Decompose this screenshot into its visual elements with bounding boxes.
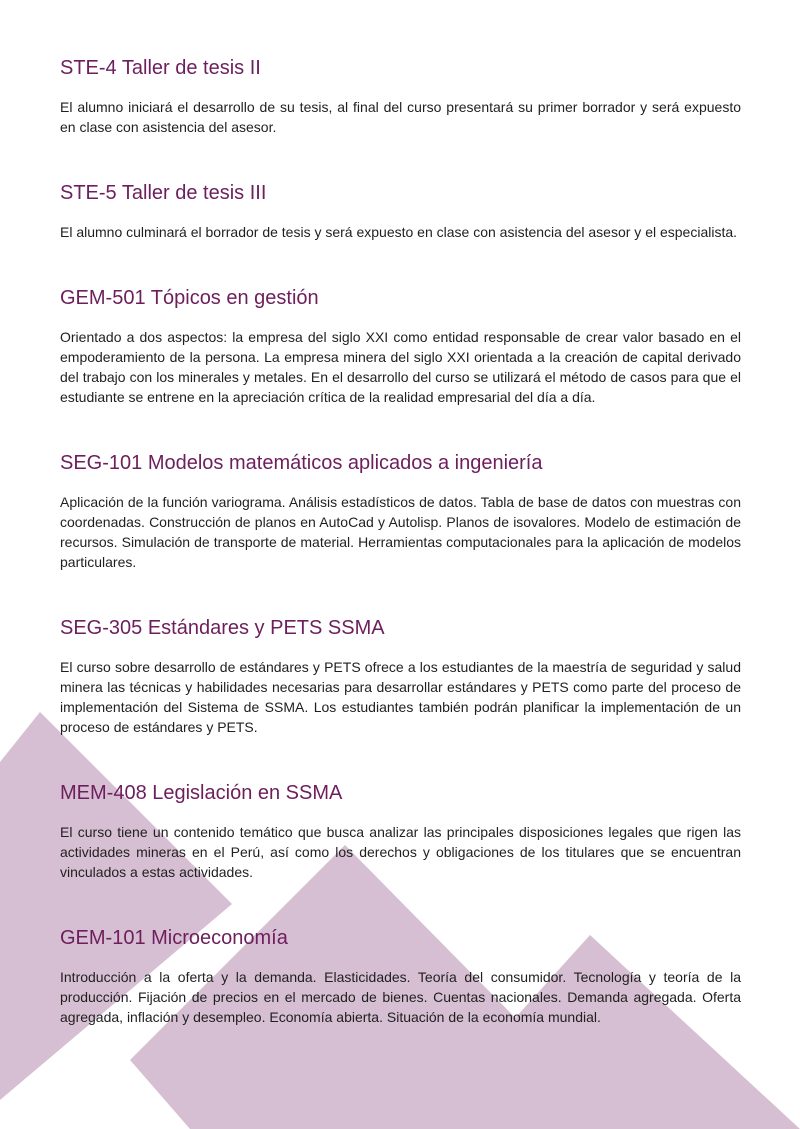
course-description: Orientado a dos aspectos: la empresa del siglo XXI como entidad responsable de crear valor basado en el empoderamiento de la persona. La empresa minera del siglo XXI orientada a la creación de capital derivado del trabajo con los minerales y metales. En el desarrollo del curso se utilizará el método de casos para que el estudiante se entrene en la apreciación crítica de la realidad empresarial del día a día. <box>60 329 741 405</box>
course-mem-408 <box>60 779 741 882</box>
course-title: GEM-501 Tópicos en gestión <box>60 287 319 309</box>
course-ste-5 <box>60 179 741 242</box>
course-description: El curso tiene un contenido temático que busca analizar las principales disposiciones legales que rigen las actividades mineras en el Perú, así como los derechos y obligaciones de los titulares que se encuentran vinculados a estas actividades. <box>60 824 741 880</box>
course-description: El alumno culminará el borrador de tesis y será expuesto en clase con asistencia del asesor y el especialista. <box>60 224 738 240</box>
course-title: MEM-408 Legislación en SSMA <box>60 782 343 804</box>
course-seg-305 <box>60 614 741 737</box>
course-gem-101 <box>60 924 741 1027</box>
course-ste-4 <box>60 54 741 137</box>
course-description: Introducción a la oferta y la demanda. Elasticidades. Teoría del consumidor. Tecnología y teoría de la producción. Fijación de precios en el mercado de bienes. Cuentas nacionales. Demanda agregada. Oferta agregada, inflación y desempleo. Economía abierta. Situación de la economía mundial. <box>60 969 741 1025</box>
course-title: GEM-101 Microeconomía <box>60 927 288 949</box>
course-description: Aplicación de la función variograma. Análisis estadísticos de datos. Tabla de base de datos con muestras con coordenadas. Construcción de planos en AutoCad y Autolisp. Planos de isovalores. Modelo de estimación de recursos. Simulación de transporte de material. Herramientas computacionales para la aplicación de modelos particulares. <box>60 494 741 570</box>
course-list <box>60 54 741 1027</box>
course-gem-501 <box>60 284 741 407</box>
course-title: SEG-305 Estándares y PETS SSMA <box>60 617 385 639</box>
course-description: El alumno iniciará el desarrollo de su tesis, al final del curso presentará su primer borrador y será expuesto en clase con asistencia del asesor. <box>60 99 741 135</box>
course-seg-101 <box>60 449 741 572</box>
course-title: STE-4 Taller de tesis II <box>60 57 261 79</box>
course-title: SEG-101 Modelos matemáticos aplicados a ingeniería <box>60 452 543 474</box>
course-title: STE-5 Taller de tesis III <box>60 182 267 204</box>
course-description: El curso sobre desarrollo de estándares y PETS ofrece a los estudiantes de la maestría de seguridad y salud minera las técnicas y habilidades necesarias para desarrollar estándares y PETS como parte del proceso de implementación del Sistema de SSMA. Los estudiantes también podrán planificar la implementación de un proceso de estándares y PETS. <box>60 659 741 735</box>
